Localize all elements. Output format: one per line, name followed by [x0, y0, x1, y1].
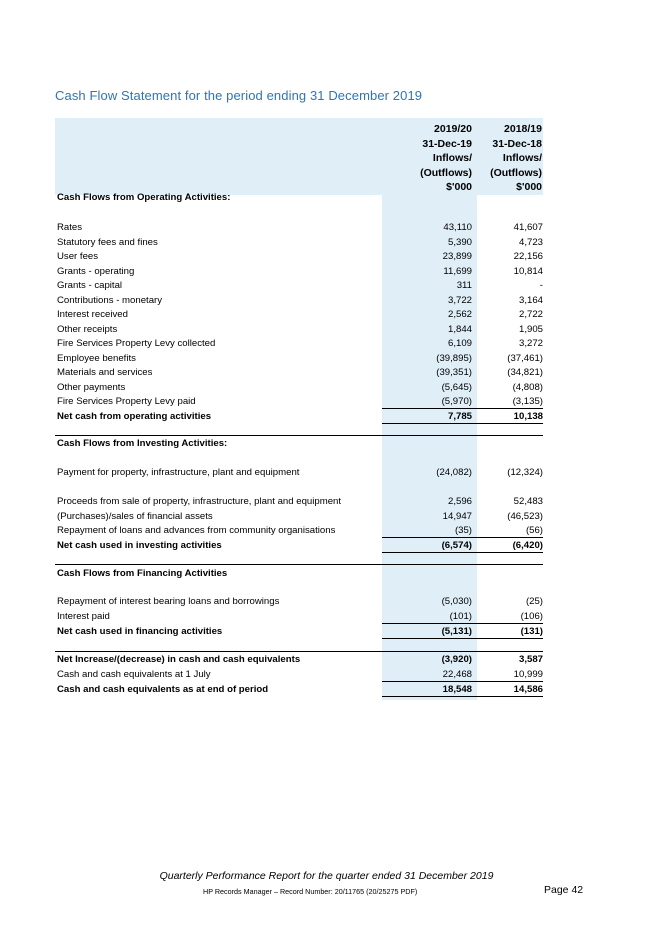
row-value-current: 18,548 [442, 683, 472, 695]
section-divider [55, 564, 543, 565]
row-value-current: 5,390 [447, 236, 472, 248]
column-header-2018-19 [470, 122, 542, 195]
section-heading-operating [57, 191, 543, 205]
row-value-prior: 1,905 [518, 323, 543, 335]
column-header-line: 31-Dec-19 [422, 137, 472, 150]
table-row [57, 495, 543, 509]
column-header-line: Inflows/ [432, 152, 472, 164]
row-label: Fire Services Property Levy collected [57, 338, 216, 349]
column-header-line: 2018/19 [504, 123, 542, 135]
opening-balance-row [57, 668, 543, 682]
row-value-prior: 52,483 [513, 496, 543, 507]
row-value-current: (5,030) [441, 596, 472, 607]
total-rule [382, 423, 543, 424]
row-value-prior: (3,135) [512, 396, 543, 407]
row-value-current: 14,947 [442, 510, 472, 522]
column-header-2019-20 [380, 122, 472, 195]
section-heading-label: Cash Flows from Financing Activities [57, 568, 228, 579]
row-value-prior: 2,722 [518, 309, 543, 320]
row-label: Cash and cash equivalents at 1 July [57, 668, 211, 680]
net-change-row [57, 653, 543, 667]
row-value-prior: (37,461) [507, 352, 543, 364]
row-value-current: (6,574) [441, 539, 472, 551]
column-header-line: 31-Dec-18 [492, 137, 542, 150]
row-value-current: (35) [454, 525, 472, 536]
table-row [57, 308, 543, 322]
row-value-current: (5,970) [441, 396, 472, 407]
row-label: Rates [57, 222, 83, 233]
table-row [57, 221, 543, 235]
row-value-prior: (56) [525, 525, 543, 536]
column-header-line: 2019/20 [434, 123, 472, 135]
table-row [57, 366, 543, 380]
row-value-current: 311 [456, 280, 472, 291]
row-label: Payment for property, infrastructure, plant and equipment [57, 467, 300, 478]
table-row [57, 595, 543, 609]
total-rule [382, 552, 543, 553]
row-value-current: (5,131) [441, 625, 472, 637]
row-value-current: 43,110 [443, 222, 472, 233]
row-value-prior: (46,523) [507, 510, 543, 522]
section-divider [55, 651, 543, 652]
row-label: Repayment of interest bearing loans and borrowings [57, 596, 280, 607]
table-row [57, 466, 543, 480]
row-label: Other receipts [57, 323, 118, 335]
total-rule [382, 696, 543, 697]
page-title: Cash Flow Statement for the period ending 31 December 2019 [55, 88, 423, 103]
row-label: Interest paid [57, 610, 110, 622]
table-row [57, 352, 543, 366]
table-row [57, 381, 543, 395]
row-label: Interest received [57, 309, 128, 320]
table-row [57, 265, 543, 279]
closing-balance-row [57, 683, 543, 697]
column-header-line: $'000 [516, 181, 542, 193]
row-value-prior: 3,164 [518, 294, 543, 306]
row-value-prior: (34,821) [507, 367, 543, 378]
row-value-prior: (25) [525, 596, 543, 607]
row-value-prior: 4,723 [518, 236, 543, 248]
row-label: Grants - capital [57, 280, 123, 291]
column-header-line: $'000 [446, 181, 472, 193]
row-value-prior: (131) [520, 625, 543, 637]
table-row [57, 337, 543, 351]
row-label: Other payments [57, 381, 126, 393]
row-label: Cash and cash equivalents as at end of period [57, 683, 269, 695]
row-value-prior: 3,272 [518, 338, 543, 349]
table-row [57, 323, 543, 337]
row-value-prior: 10,999 [513, 668, 543, 680]
row-label: Net cash used in investing activities [57, 539, 222, 551]
row-value-prior: 10,138 [513, 410, 543, 422]
row-value-current: 1,844 [447, 323, 472, 335]
total-row-investing [57, 539, 543, 553]
row-label: User fees [57, 251, 99, 262]
table-row [57, 524, 543, 538]
row-label: Net cash used in financing activities [57, 625, 223, 637]
row-value-prior: (12,324) [507, 467, 543, 478]
row-value-current: 2,562 [447, 309, 472, 320]
total-row-financing [57, 625, 543, 639]
row-value-prior: 14,586 [513, 683, 543, 695]
row-value-prior: - [539, 280, 543, 291]
row-value-current: 7,785 [447, 410, 472, 422]
row-label: Fire Services Property Levy paid [57, 396, 196, 407]
table-row [57, 610, 543, 624]
row-value-prior: 22,156 [513, 251, 543, 262]
row-label: (Purchases)/sales of financial assets [57, 510, 213, 522]
row-value-current: (39,351) [436, 367, 472, 378]
total-rule [382, 638, 543, 639]
row-label: Net cash from operating activities [57, 410, 212, 422]
row-label: Statutory fees and fines [57, 236, 158, 248]
row-value-current: 2,596 [447, 496, 472, 507]
row-label: Employee benefits [57, 352, 136, 364]
row-label: Net Increase/(decrease) in cash and cash equivalents [57, 654, 301, 665]
row-value-current: (39,895) [436, 352, 472, 364]
row-value-prior: (4,808) [512, 381, 543, 393]
row-label: Materials and services [57, 367, 153, 378]
column-header-line: (Outflows) [490, 166, 542, 179]
row-value-current: (101) [449, 610, 472, 622]
row-value-prior: 3,587 [518, 654, 543, 665]
row-value-prior: 41,607 [513, 222, 543, 233]
row-value-prior: 10,814 [513, 265, 543, 277]
row-value-current: 22,468 [442, 668, 472, 680]
table-row [57, 510, 543, 524]
report-footer-title: Quarterly Performance Report for the quarter ended 31 December 2019 [159, 870, 494, 882]
row-value-current: 23,899 [442, 251, 472, 262]
section-heading-label: Cash Flows from Operating Activities: [57, 192, 231, 203]
section-heading-financing [57, 567, 543, 581]
row-value-current: 6,109 [447, 338, 472, 349]
column-header-line: (Outflows) [420, 166, 472, 179]
section-heading-label: Cash Flows from Investing Activities: [57, 438, 228, 449]
row-label: Repayment of loans and advances from community organisations [57, 525, 336, 536]
row-label: Proceeds from sale of property, infrastructure, plant and equipment [57, 496, 342, 507]
row-label: Grants - operating [57, 265, 135, 277]
section-divider [55, 435, 543, 436]
column-header-line: Inflows/ [502, 152, 542, 164]
table-row [57, 250, 543, 264]
table-row [57, 395, 543, 409]
row-value-current: 3,722 [447, 294, 472, 306]
row-value-current: (3,920) [441, 654, 472, 665]
section-heading-investing [57, 437, 543, 451]
row-value-prior: (6,420) [512, 539, 543, 551]
page-number: Page 42 [544, 884, 584, 896]
row-label: Contributions - monetary [57, 294, 163, 306]
row-value-current: 11,699 [443, 265, 472, 277]
total-row-operating [57, 410, 543, 424]
row-value-current: (24,082) [436, 467, 472, 478]
table-row [57, 279, 543, 293]
table-row [57, 236, 543, 250]
row-value-prior: (106) [520, 610, 543, 622]
table-row [57, 294, 543, 308]
record-number: HP Records Manager – Record Number: 20/11765 (20/25275 PDF) [203, 887, 418, 896]
row-value-current: (5,645) [441, 381, 472, 393]
